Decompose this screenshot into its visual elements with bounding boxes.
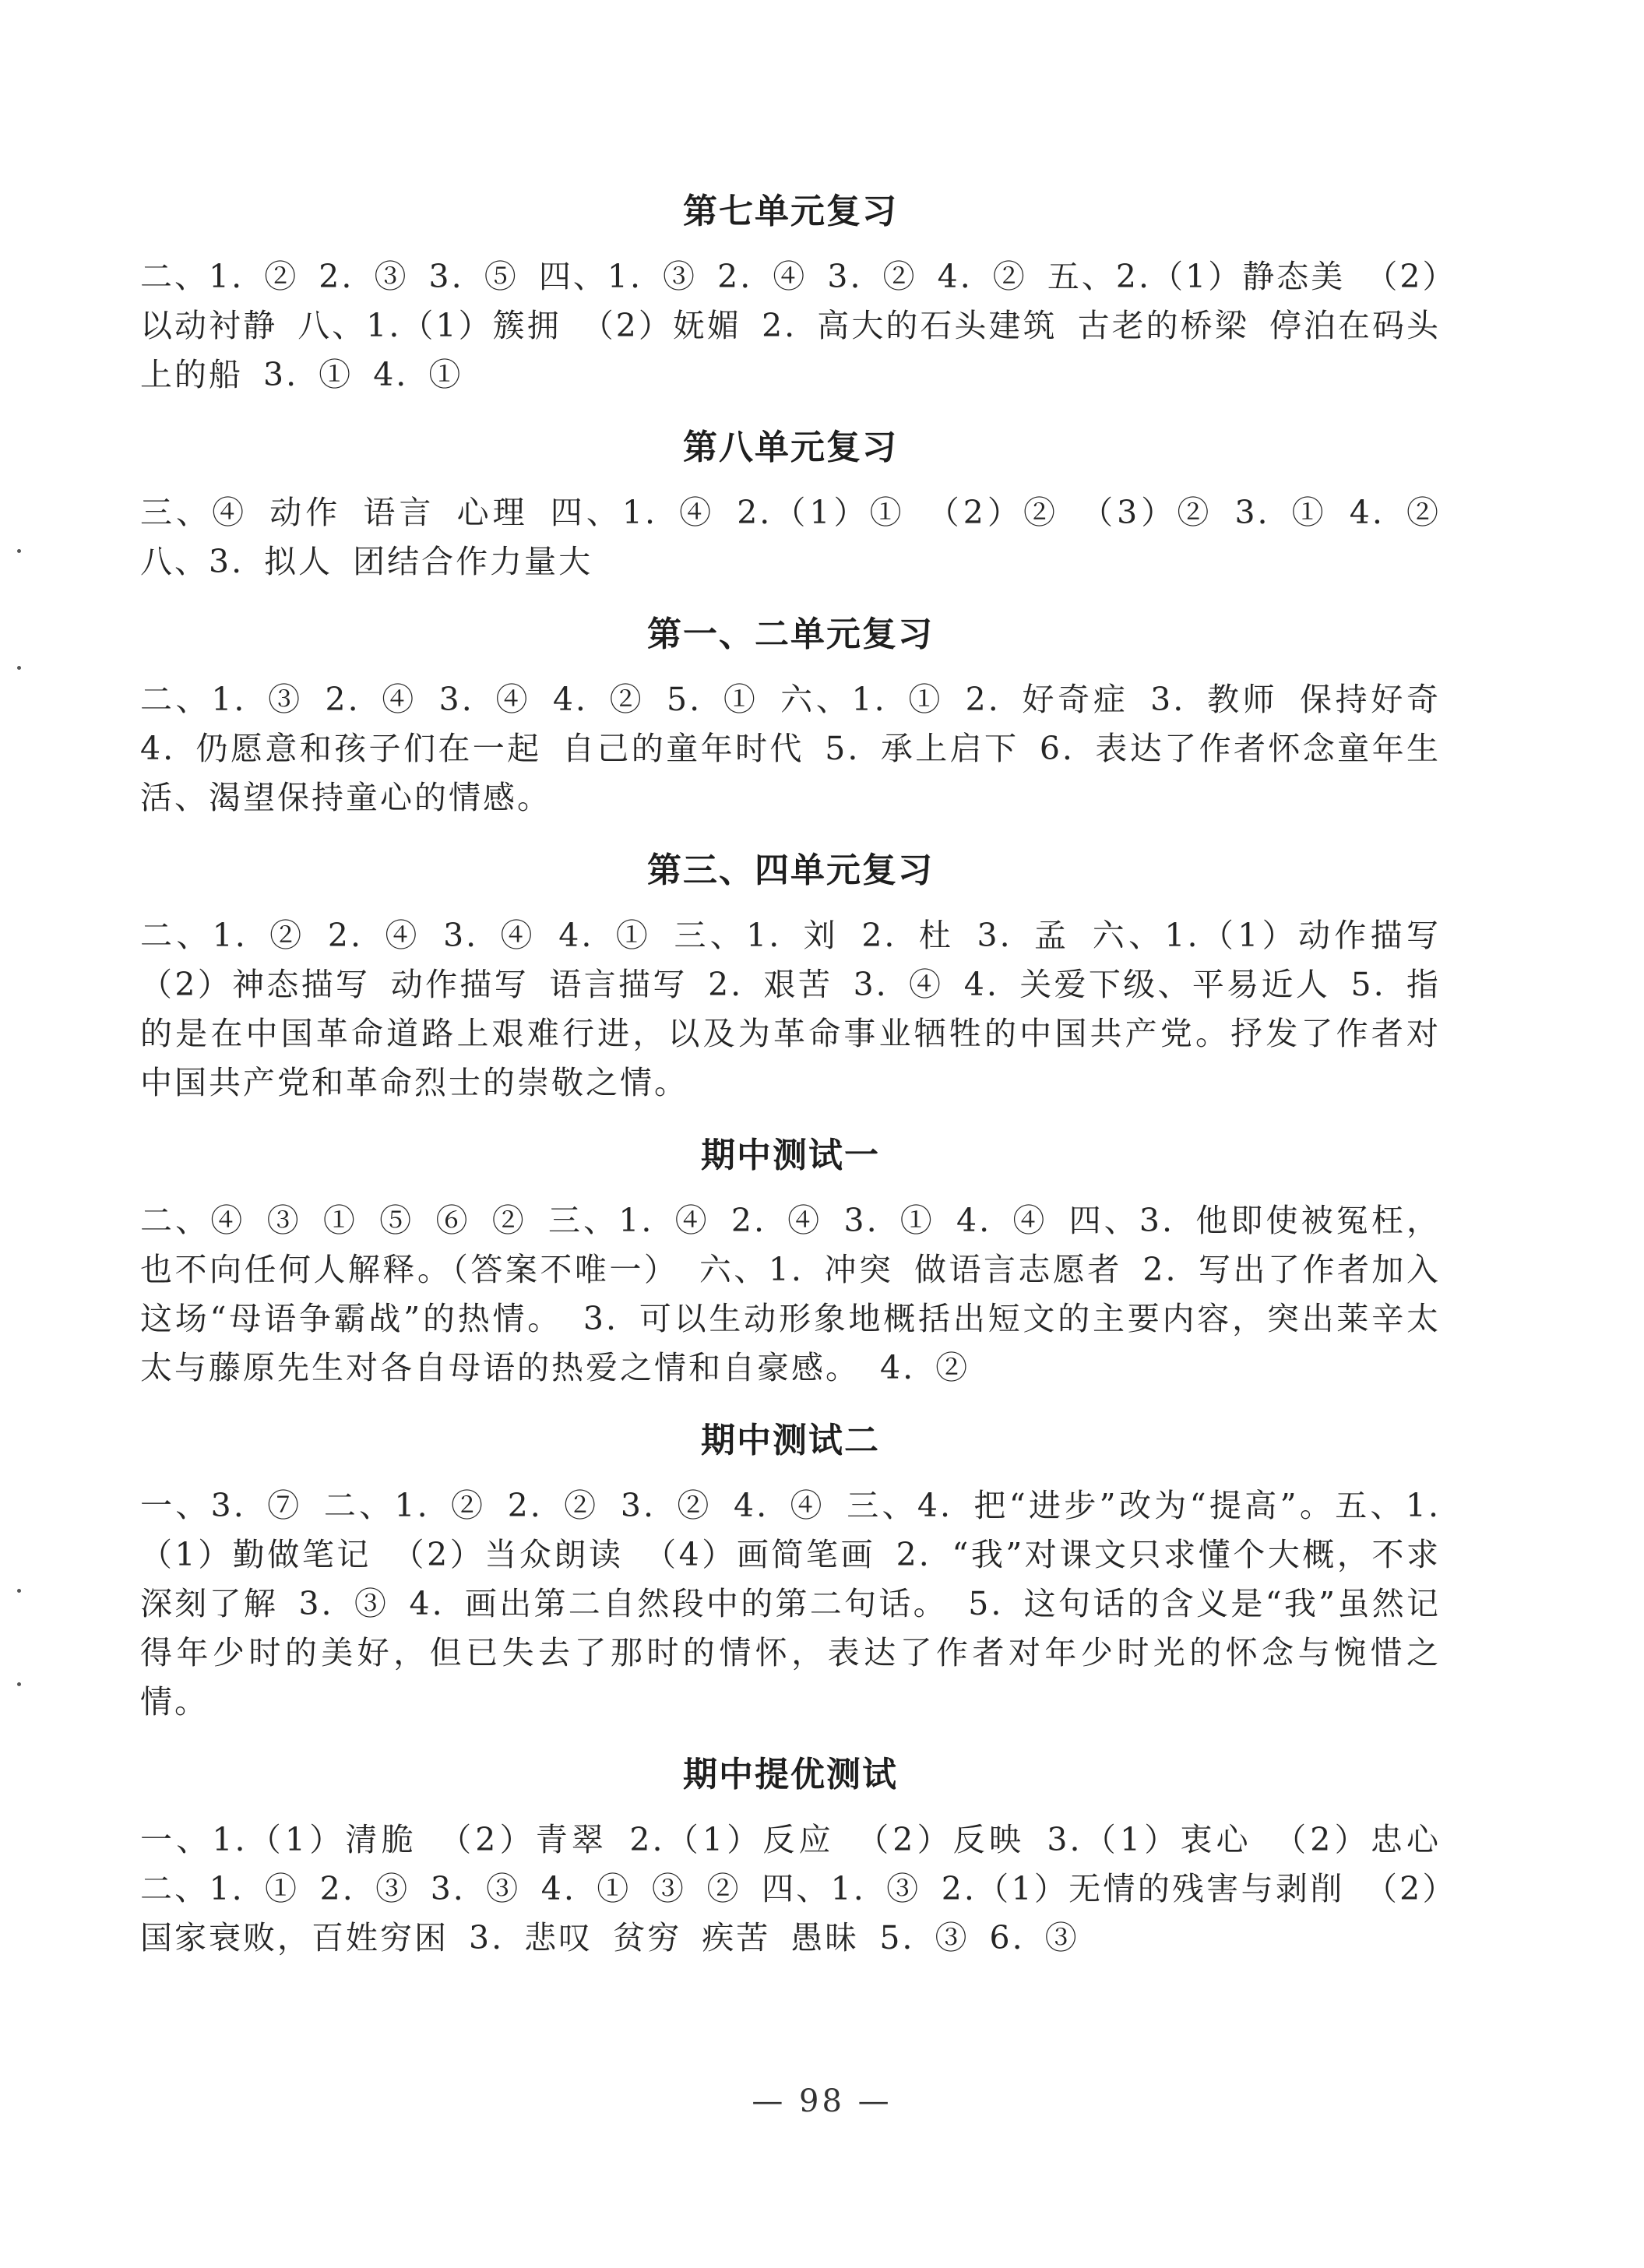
margin-dot — [17, 1589, 21, 1593]
margin-dot — [17, 1682, 21, 1686]
section-answers: 一、1.（1）清脆 （2）青翠 2.（1）反应 （2）反映 3.（1）衷心 （2）忠心 二、1. ① 2. ③ 3. ③ 4. ① ③ ② 四、1. ③ 2.（1）无情的残害与剥削 （2）国家衰败，百姓穷困 3. 悲叹 贫穷 疾苦 愚昧 5. ③ 6. ③ — [140, 1821, 1441, 1956]
section-unit-8-review — [140, 423, 1441, 586]
section-title: 期中测试一 — [701, 1136, 880, 1175]
answer-content — [140, 187, 1441, 1986]
section-title: 第七单元复习 — [683, 192, 898, 231]
section-answers: 二、1. ② 2. ④ 3. ④ 4. ① 三、1. 刘 2. 杜 3. 孟 六、1.（1）动作描写 （2）神态描写 动作描写 语言描写 2. 艰苦 3. ④ 4. 关爱下级、平易近人 5. 指的是在中国革命道路上艰难行进，以及为革命事业牺牲的中国共产党。抒发了作者对中国共产党和革命烈士的崇敬之情。 — [140, 917, 1441, 1101]
section-midterm-test-2 — [140, 1416, 1441, 1727]
section-answers: 三、④ 动作 语言 心理 四、1. ④ 2.（1）① （2）② （3）② 3. ① 4. ② 八、3. 拟人 团结合作力量大 — [140, 494, 1441, 580]
section-answers: 一、3. ⑦ 二、1. ② 2. ② 3. ② 4. ④ 三、4. 把“进步”改为“提高”。五、1.（1）勤做笔记 （2）当众朗读 （4）画简笔画 2. “我”对课文只求懂个大概，不求深刻了解 3. ③ 4. 画出第二自然段中的第二句话。 5. 这句话的含义是“我”虽然记得年少时的美好，但已失去了那时的情怀，表达了作者对年少时光的怀念与惋惜之情。 — [140, 1487, 1441, 1720]
section-answers: 二、④ ③ ① ⑤ ⑥ ② 三、1. ④ 2. ④ 3. ① 4. ④ 四、3. 他即使被冤枉，也不向任何人解释。（答案不唯一） 六、1. 冲突 做语言志愿者 2. 写出了作者加入这场“母语争霸战”的热情。 3. 可以生动形象地概括出短文的主要内容，突出莱辛太太与藤原先生对各自母语的热爱之情和自豪感。 4. ② — [140, 1202, 1441, 1386]
section-midterm-test-1 — [140, 1131, 1441, 1393]
section-title: 期中测试二 — [701, 1421, 880, 1460]
section-title: 期中提优测试 — [683, 1755, 898, 1794]
margin-dot — [17, 549, 21, 553]
section-unit-3-4-review — [140, 846, 1441, 1108]
section-answers: 二、1. ③ 2. ④ 3. ④ 4. ② 5. ① 六、1. ① 2. 好奇症 3. 教师 保持好奇 4. 仍愿意和孩子们在一起 自己的童年时代 5. 承上启下 6. 表达了作者怀念童年生活、渴望保持童心的情感。 — [140, 681, 1441, 816]
page-number: — 98 — — [752, 2083, 892, 2119]
section-title: 第八单元复习 — [683, 428, 898, 467]
section-title: 第三、四单元复习 — [647, 850, 934, 890]
section-title: 第一、二单元复习 — [647, 615, 934, 654]
section-midterm-advanced-test — [140, 1750, 1441, 1963]
margin-dot — [17, 666, 21, 670]
section-answers: 二、1. ② 2. ③ 3. ⑤ 四、1. ③ 2. ④ 3. ② 4. ② 五、2.（1）静态美 （2）以动衬静 八、1.（1）簇拥 （2）妩媚 2. 高大的石头建筑 古老的桥梁 停泊在码头上的船 3. ① 4. ① — [140, 258, 1441, 393]
section-unit-1-2-review — [140, 610, 1441, 822]
section-unit-7-review — [140, 187, 1441, 400]
